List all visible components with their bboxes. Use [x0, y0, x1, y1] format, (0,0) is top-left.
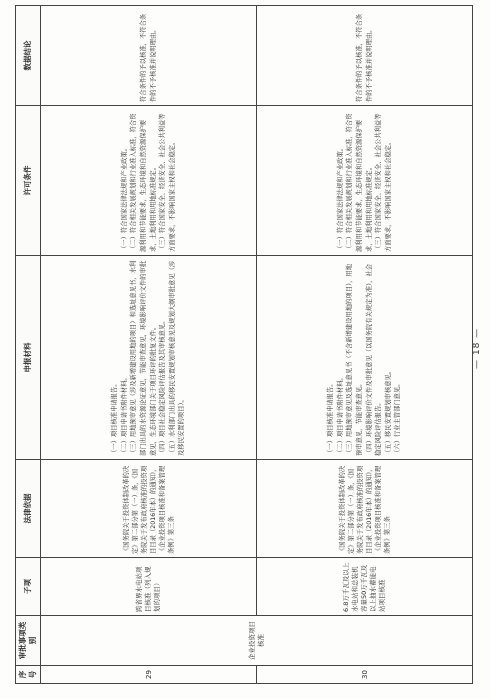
materials-cell	[257, 256, 473, 460]
material-line: （二）项目申请书附件材料。	[336, 374, 344, 456]
table-row	[41, 6, 257, 684]
condition-line: （二）符合相关发展规划和行业准入标准，符合资源利用和节能要求，生态环境和自然资源保护要求，土地利用和用地标准规定。	[130, 113, 157, 252]
legal-basis-cell: 《国务院关于投资体制改革的决定》第二部分第（一）条，《国务院关于发布政府核准的投资项目目录（2016年本）的通知》，《企业投资项目核准和备案管理条例》第三条	[257, 460, 473, 558]
page-number: — 18 —	[472, 327, 482, 369]
row-seq: 30	[257, 666, 473, 684]
sub-item-cell: 6.8万千瓦及以上水电站和总装机容量50万千瓦及以上抽水蓄能电站项目核准	[257, 558, 473, 616]
table-header-row	[16, 6, 41, 684]
header-sub-item: 子项	[16, 558, 41, 616]
header-seq: 序号	[16, 666, 41, 684]
header-results: 数据结论	[16, 6, 41, 106]
material-line: （一）项目核准申请报告。	[327, 380, 335, 456]
material-line: （四）环境影响评价文件及审批意见（以国务院有关规定为准），社会稳定风险评估报告。	[365, 263, 383, 456]
condition-line: （三）符合国家安全、经济安全、社会公共利益等方面要求，不影响国家主权和社会稳定。	[159, 113, 176, 252]
material-line: （五）移民安置规划审核意见。	[384, 367, 392, 456]
condition-line: （一）符合国家法律法规和产业政策。	[336, 144, 344, 252]
condition-line: （一）符合国家法律法规和产业政策。	[120, 144, 128, 252]
header-category: 审批事项类别	[16, 616, 41, 666]
approval-items-table	[15, 5, 473, 684]
row-seq: 29	[41, 666, 257, 684]
category-cell: 企业投资项目核准	[41, 616, 473, 666]
material-line: （一）项目核准申请报告。	[111, 380, 119, 456]
conditions-cell	[41, 106, 257, 256]
material-line: （四）项目社会稳定风险评估报告及其审核意见。	[159, 317, 167, 456]
legal-basis-cell: 《国务院关于投资体制改革的决定》第二部分第（一）条，《国务院关于发布政府核准的投资项目目录（2016年本）的通知》，《企业投资项目核准和备案管理条例》第三条	[41, 460, 257, 558]
material-line: （六）行业主管部门意见。	[394, 380, 402, 456]
materials-cell	[41, 256, 257, 460]
header-materials: 申报材料	[16, 256, 41, 460]
material-line: （三）用地预审意见（涉及新增建设用地的项目）和选址意见书，水利部门出具的水资源论证意见，节能审查意见，环境影响评价文件的审批意见，生态环境部门关于项目环评的批复文件。	[130, 260, 157, 456]
condition-line: （三）符合国家安全、经济安全、社会公共利益等方面要求，不影响国家主权和社会稳定。	[375, 113, 392, 252]
material-line: （五）水利部门出具的移民安置规划审核意见及规划大纲审批意见（涉及移民安置的项目）。	[168, 260, 186, 456]
condition-line: （二）符合相关发展规划和行业准入标准，符合资源利用和节能要求，生态环境和自然资源保护要求，土地利用和用地标准规定。	[346, 113, 373, 252]
header-conditions: 许可条件	[16, 106, 41, 256]
header-legal-basis: 法律依据	[16, 460, 41, 558]
material-line: （三）用地预审意见及选址意见书（不含新增建设用地的项目），用地预审意见，节能审查意见。	[346, 263, 363, 456]
sub-item-cell: 跨省界水电站项目核准（列入规划的项目）	[41, 558, 257, 616]
material-line: （二）项目申请书附件材料。	[120, 374, 128, 456]
table-row	[257, 6, 473, 684]
results-cell: 符合条件的予以核准，不符合条件的不予核准并说明理由。	[41, 6, 257, 106]
results-cell: 符合条件的予以核准，不符合条件的不予核准并说明理由。	[257, 6, 473, 106]
conditions-cell	[257, 106, 473, 256]
